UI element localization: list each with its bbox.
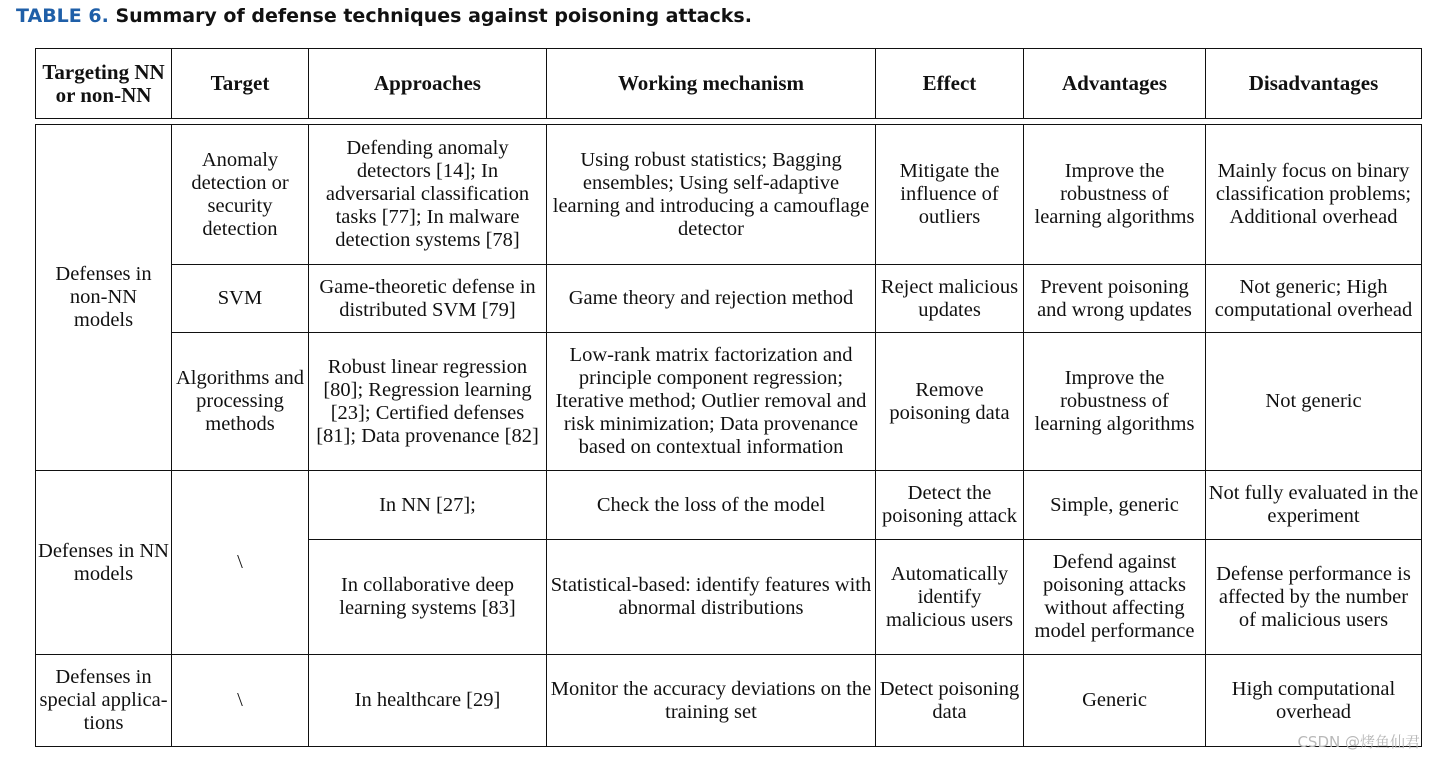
target-cell: \ [172, 655, 309, 747]
header-disadvantages: Disadvantages [1206, 49, 1422, 119]
target-cell: Anomaly detection or security detection [172, 125, 309, 265]
header-targeting: Targeting NN or non-NN [36, 49, 172, 119]
approaches-cell: In NN [27]; [309, 471, 547, 540]
effect-cell: Detect the poisoning attack [876, 471, 1024, 540]
group-label: Defenses in non-NN models [36, 125, 172, 471]
target-cell: \ [172, 471, 309, 655]
approaches-cell: In healthcare [29] [309, 655, 547, 747]
table-row [36, 333, 1422, 471]
table-header [35, 48, 1422, 119]
mechanism-cell: Using robust statistics; Bagging ensembles; Using self-adaptive learning and introducing a camouflage detector [547, 125, 876, 265]
mechanism-cell: Check the loss of the model [547, 471, 876, 540]
advantages-cell: Simple, generic [1024, 471, 1206, 540]
table-row [36, 265, 1422, 333]
disadvantages-cell: Not fully evaluated in the experiment [1206, 471, 1422, 540]
table-row [36, 655, 1422, 747]
disadvantages-cell: Defense performance is affected by the number of malicious users [1206, 540, 1422, 655]
disadvantages-cell: High computational overhead [1206, 655, 1422, 747]
advantages-cell: Generic [1024, 655, 1206, 747]
disadvantages-cell: Mainly focus on binary classification problems; Additional overhead [1206, 125, 1422, 265]
effect-cell: Remove poisoning data [876, 333, 1024, 471]
target-cell: Algorithms and processing methods [172, 333, 309, 471]
watermark: CSDN @烤鱼仙君 [1297, 733, 1420, 751]
advantages-cell: Improve the robustness of learning algorithms [1024, 125, 1206, 265]
effect-cell: Mitigate the influence of outliers [876, 125, 1024, 265]
mechanism-cell: Game theory and rejection method [547, 265, 876, 333]
advantages-cell: Improve the robustness of learning algorithms [1024, 333, 1206, 471]
mechanism-cell: Low-rank matrix factorization and principle component regression; Iterative method; Outlier removal and risk minimization; Data provenance based on contextual information [547, 333, 876, 471]
advantages-cell: Defend against poisoning attacks without affecting model performance [1024, 540, 1206, 655]
table-number: TABLE 6. [16, 5, 109, 27]
approaches-cell: Robust linear regression [80]; Regression learning [23]; Certified defenses [81]; Data provenance [82] [309, 333, 547, 471]
group-label: Defenses in special applica-tions [36, 655, 172, 747]
disadvantages-cell: Not generic [1206, 333, 1422, 471]
mechanism-cell: Monitor the accuracy deviations on the training set [547, 655, 876, 747]
table-body [35, 124, 1422, 747]
header-target: Target [172, 49, 309, 119]
disadvantages-cell: Not generic; High computational overhead [1206, 265, 1422, 333]
header-effect: Effect [876, 49, 1024, 119]
effect-cell: Reject malicious updates [876, 265, 1024, 333]
effect-cell: Detect poisoning data [876, 655, 1024, 747]
group-label: Defenses in NN models [36, 471, 172, 655]
header-advantages: Advantages [1024, 49, 1206, 119]
table-row [36, 471, 1422, 540]
mechanism-cell: Statistical-based: identify features with abnormal distributions [547, 540, 876, 655]
header-approaches: Approaches [309, 49, 547, 119]
target-cell: SVM [172, 265, 309, 333]
approaches-cell: In collaborative deep learning systems [83] [309, 540, 547, 655]
effect-cell: Automatically identify malicious users [876, 540, 1024, 655]
header-working-mechanism: Working mechanism [547, 49, 876, 119]
advantages-cell: Prevent poisoning and wrong updates [1024, 265, 1206, 333]
table-caption [16, 5, 752, 27]
approaches-cell: Game-theoretic defense in distributed SVM [79] [309, 265, 547, 333]
table-row [36, 125, 1422, 265]
approaches-cell: Defending anomaly detectors [14]; In adversarial classification tasks [77]; In malware detection systems [78] [309, 125, 547, 265]
table-title: Summary of defense techniques against poisoning attacks. [115, 5, 752, 27]
